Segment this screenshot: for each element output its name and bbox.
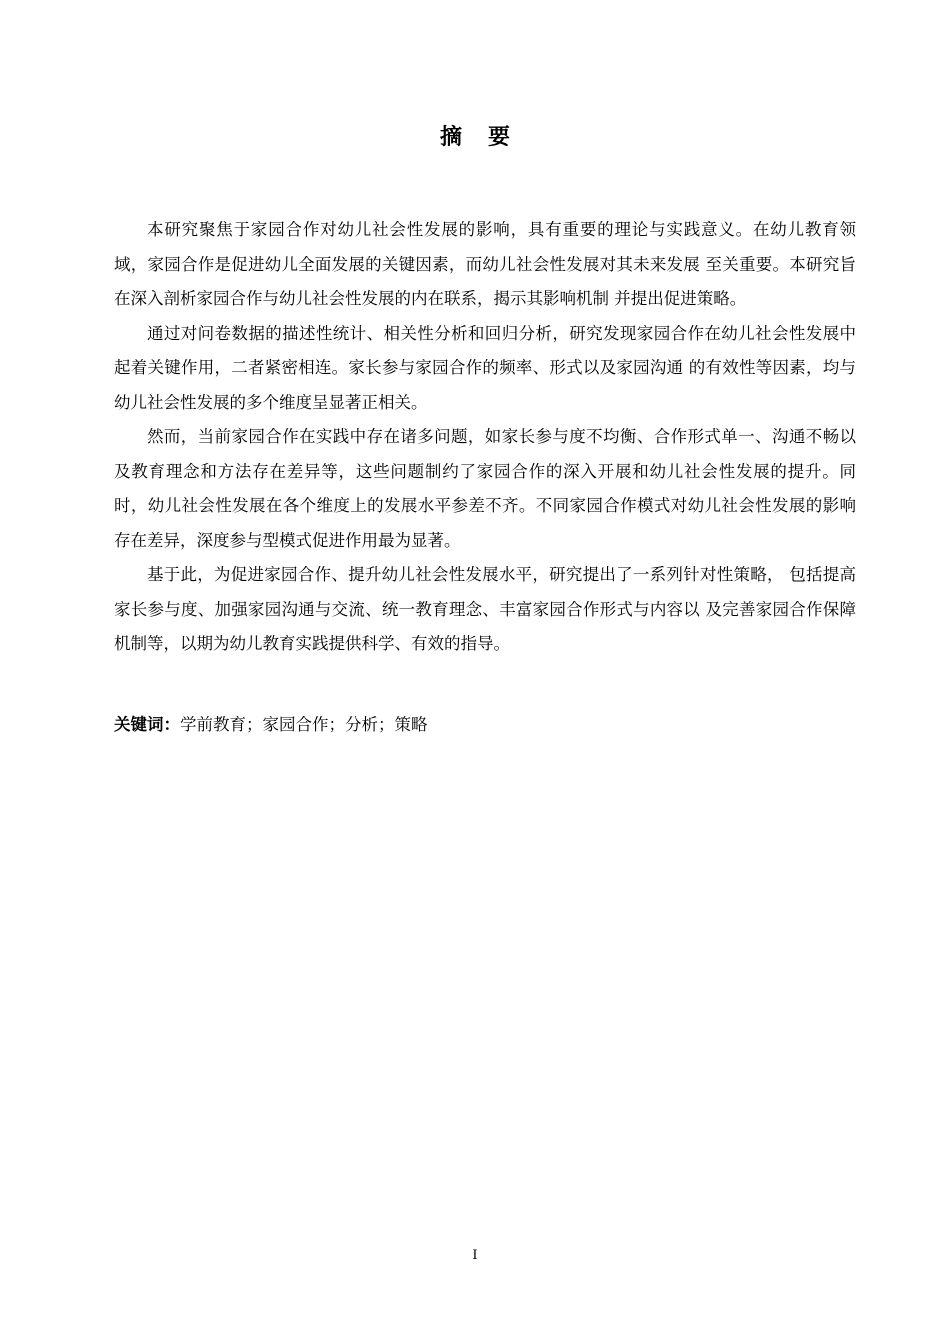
abstract-paragraph-3: 然而，当前家园合作在实践中存在诸多问题，如家长参与度不均衡、合作形式单一、沟通不畅以及教育理念和方法存在差异等，这些问题制约了家园合作的深入开展和幼儿社会性发展的提升。同时，幼儿社会性发展在各个维度上的发展水平参差不齐。不同家园合作模式对幼儿社会性发展的影响存在差异，深度参与型模式促进作用最为显著。 [114,427,856,550]
keywords-line [114,711,856,739]
abstract-paragraph-1: 本研究聚焦于家园合作对幼儿社会性发展的影响，具有重要的理论与实践意义。在幼儿教育领域，家园合作是促进幼儿全面发展的关键因素，而幼儿社会性发展对其未来发展 至关重要。本研究旨在深入剖析家园合作与幼儿社会性发展的内在联系，揭示其影响机制 并提出促进策略。 [114,220,856,308]
abstract-paragraph-4: 基于此，为促进家园合作、提升幼儿社会性发展水平，研究提出了一系列针对性策略， 包括提高家长参与度、加强家园沟通与交流、统一教育理念、丰富家园合作形式与内容以 及完善家园合作保障机制等，以期为幼儿教育实践提供科学、有效的指导。 [114,565,856,653]
page-title: 摘要 [439,125,536,150]
abstract-paragraph-2: 通过对问卷数据的描述性统计、相关性分析和回归分析，研究发现家园合作在幼儿社会性发展中起着关键作用，二者紧密相连。家长参与家园合作的频率、形式以及家园沟通 的有效性等因素，均与幼儿社会性发展的多个维度呈显著正相关。 [114,323,856,412]
abstract-body [114,213,856,662]
keywords-label: 关键词： [114,715,180,734]
page-number: I [472,1248,478,1263]
keywords-text: 学前教育；家园合作；分析；策略 [180,715,428,734]
